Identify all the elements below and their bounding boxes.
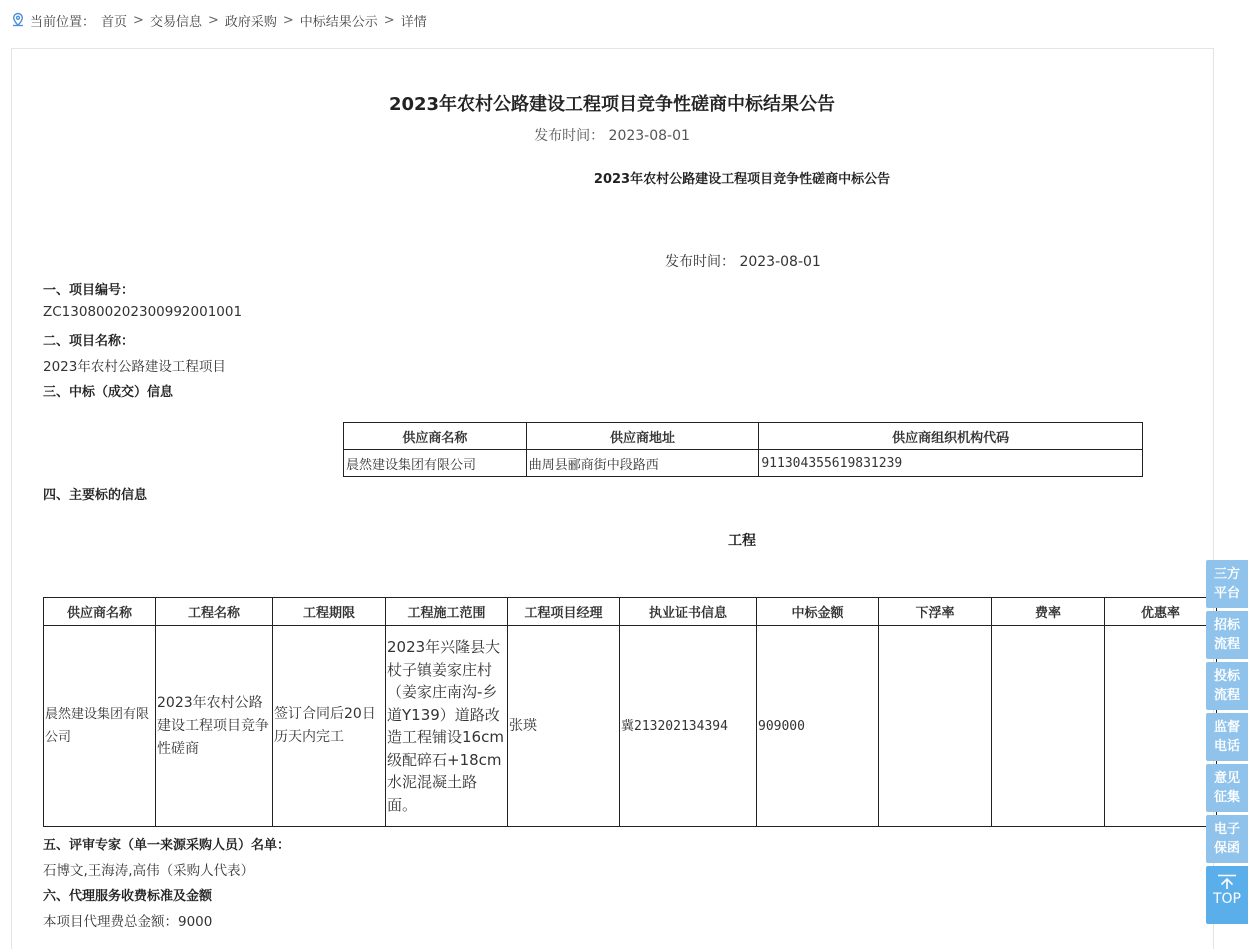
- subject-table-header-cell: 供应商名称: [44, 598, 156, 626]
- page-title: 2023年农村公路建设工程项目竞争性磋商中标结果公告: [388, 94, 836, 115]
- breadcrumb-separator: >: [383, 12, 395, 28]
- arrow-up-icon: [1216, 874, 1238, 890]
- sidebar-bid-process[interactable]: 投标 流程: [1206, 662, 1248, 710]
- page-publish-time: 发布时间： 2023-08-01: [534, 128, 690, 144]
- breadcrumb-separator: >: [207, 12, 219, 28]
- supplier-code-cell: 911304355619831239: [759, 450, 1143, 477]
- supplier-table-header-cell: 供应商组织机构代码: [759, 423, 1143, 450]
- supplier-table-header-cell: 供应商地址: [526, 423, 759, 450]
- back-to-top-button[interactable]: [1206, 866, 1248, 924]
- subject-table: [43, 597, 1217, 827]
- agency-fee: 本项目代理费总金额：9000: [43, 914, 213, 930]
- engineering-label: 工程: [728, 533, 756, 549]
- breadcrumb: [10, 10, 427, 30]
- breadcrumb-trade-info[interactable]: 交易信息: [149, 14, 202, 30]
- subject-table-header-cell: 工程名称: [156, 598, 273, 626]
- subject-table-header-cell: 工程期限: [273, 598, 386, 626]
- subject-supplier-cell: 晨然建设集团有限公司: [44, 626, 156, 827]
- section-subject-info-heading: 四、主要标的信息: [43, 488, 148, 503]
- supplier-address-cell: 曲周县郦商街中段路西: [526, 450, 759, 477]
- subject-table-header-cell: 优惠率: [1105, 598, 1217, 626]
- breadcrumb-award-result[interactable]: 中标结果公示: [299, 14, 378, 30]
- subject-table-header-cell: 执业证书信息: [620, 598, 757, 626]
- sidebar-feedback[interactable]: 意见 征集: [1206, 764, 1248, 812]
- subject-table-header-cell: 工程施工范围: [386, 598, 508, 626]
- subject-table-header-cell: 工程项目经理: [508, 598, 620, 626]
- section-fee-heading: 六、代理服务收费标准及金额: [43, 889, 213, 904]
- breadcrumb-separator: >: [282, 12, 294, 28]
- notice-publish-time: 发布时间： 2023-08-01: [665, 254, 821, 270]
- breadcrumb-gov-procurement[interactable]: 政府采购: [224, 14, 277, 30]
- back-to-top-label: TOP: [1212, 891, 1241, 907]
- sidebar-tender-process[interactable]: 招标 流程: [1206, 611, 1248, 659]
- subject-certificate-cell: 冀213202134394: [620, 626, 757, 827]
- project-name: 2023年农村公路建设工程项目: [43, 359, 226, 375]
- sidebar-supervision-phone[interactable]: 监督 电话: [1206, 713, 1248, 761]
- notice-title: 2023年农村公路建设工程项目竞争性磋商中标公告: [593, 172, 891, 187]
- section-award-info-heading: 三、中标（成交）信息: [43, 385, 174, 400]
- subject-project-name-cell: 2023年农村公路建设工程项目竞争性磋商: [156, 626, 273, 827]
- supplier-table: [343, 422, 1143, 477]
- table-row: [44, 626, 1217, 827]
- subject-scope-cell: 2023年兴隆县大杖子镇姜家庄村（姜家庄南沟-乡道Y139）道路改造工程铺设16cm级配碎石+18cm水泥混凝土路面。: [386, 626, 508, 827]
- subject-manager-cell: 张瑛: [508, 626, 620, 827]
- section-project-number-heading: 一、项目编号：: [43, 283, 135, 298]
- subject-duration-cell: 签订合同后20日历天内完工: [273, 626, 386, 827]
- breadcrumb-label: 当前位置：: [30, 14, 96, 30]
- section-experts-heading: 五、评审专家（单一来源采购人员）名单：: [43, 838, 291, 853]
- supplier-table-header-cell: 供应商名称: [344, 423, 527, 450]
- subject-fee-rate-cell: [992, 626, 1105, 827]
- project-number: ZC130800202300992001001: [43, 304, 243, 320]
- supplier-name-cell: 晨然建设集团有限公司: [344, 450, 527, 477]
- table-row: [344, 450, 1143, 477]
- subject-table-header-cell: 中标金额: [757, 598, 879, 626]
- experts-list: 石博文,王海涛,高伟（采购人代表）: [43, 863, 255, 879]
- subject-table-header: [44, 598, 1217, 626]
- breadcrumb-separator: >: [133, 12, 144, 28]
- breadcrumb-home[interactable]: 首页: [101, 14, 128, 30]
- section-project-name-heading: 二、项目名称：: [43, 334, 135, 349]
- subject-table-header-cell: 下浮率: [879, 598, 992, 626]
- subject-table-header-cell: 费率: [992, 598, 1105, 626]
- subject-discount-rate-cell: [879, 626, 992, 827]
- breadcrumb-detail: 详情: [400, 14, 427, 30]
- sidebar-third-party-platform[interactable]: 三方 平台: [1206, 560, 1248, 608]
- supplier-table-header: [344, 423, 1143, 450]
- location-pin-icon: [10, 12, 26, 28]
- sidebar-electronic-guarantee[interactable]: 电子 保函: [1206, 815, 1248, 863]
- subject-preferential-rate-cell: [1105, 626, 1217, 827]
- subject-amount-cell: 909000: [757, 626, 879, 827]
